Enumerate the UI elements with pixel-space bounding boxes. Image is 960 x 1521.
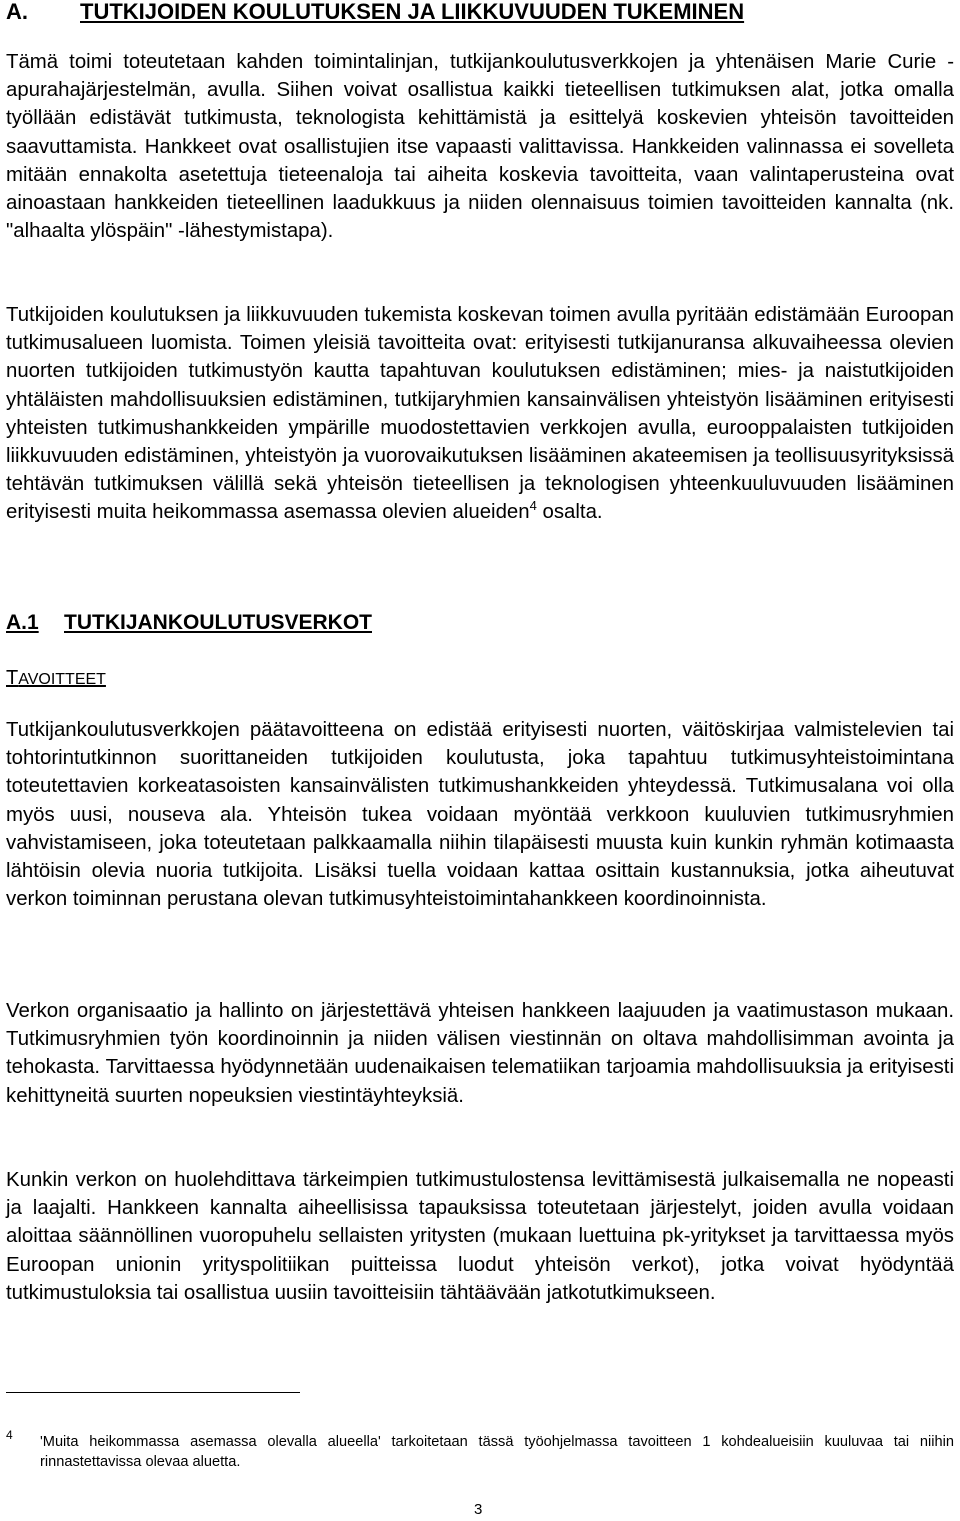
subsection-heading (6, 610, 372, 636)
section-heading (6, 0, 744, 24)
goals-subheading (6, 666, 106, 692)
footnote-text: 'Muita heikommassa asemassa olevalla alueella' tarkoitetaan tässä työohjelmassa tavoitteen 1 kohdealueisiin kuuluvaa tai niihin rinnastettavissa olevaa aluetta. (40, 1434, 954, 1470)
subheading-rest: AVOITTEET (18, 671, 106, 688)
paragraph-organisation: Verkon organisaatio ja hallinto on järjestettävä yhteisen hankkeen laajuuden ja vaatimustason mukaan. Tutkimusryhmien työn koordinoinnin ja niiden välisen viestinnän on oltava mahdollisimman avointa ja tehokasta. Tarvittaessa hyödynnetään uudenaikaisen telematiikan tarjoamia mahdollisuuksia ja erityisesti kehittyneitä suurten nopeuksien viestintäyhteyksiä. (6, 1000, 954, 1107)
paragraph-networks-goal: Tutkijankoulutusverkkojen päätavoitteena on edistää erityisesti nuorten, väitöskirjaa valmistelevien tai tohtorintutkinnon suorittaneiden tutkijoiden koulutusta, joka tapahtuu tutkimusyhteistoimintana toteutettavien korkeatasoisten kansainvälisten tutkimushankkeiden yhteydessä. Tutkimusalana voi olla myös uusi, nouseva ala. Yhteisön tukea voidaan myöntää verkkoon kuuluvien tutkimusryhmien vahvistamiseen, joka toteutetaan palkkaamalla niihin tilapäisesti muusta kuin kunkin ryhmän kotimaasta lähtöisin olevia nuoria tutkijoita. Lisäksi tuella voidaan kattaa osittain kustannuksia, jotka aiheutuvat verkon toiminnan perustana olevan tutkimusyhteistoimintahankkeen koordinoinnista. (6, 719, 954, 911)
subheading-initial: T (6, 667, 19, 689)
paragraph-dissemination: Kunkin verkon on huolehdittava tärkeimpien tutkimustulostensa levittämisestä julkaisemalla ne nopeasti ja laajalti. Hankkeen kannalta aiheellisissa tapauksissa toteutetaan järjestelyt, joiden avulla voidaan aloittaa säännöllinen vuoropuhelu sellaisten yritysten (mukaan luettuina pk-yritykset ja tarvittaessa myös Euroopan unionin yrityspolitiikan puitteissa luodut yhteisön verkot), jotka voivat hyödyntää tutkimustuloksia tai osallistua uusiin tavoitteisiin tähtäävään jatkotutkimukseen. (6, 1169, 954, 1304)
footnote-reference[interactable]: 4 (529, 498, 537, 514)
paragraph-intro: Tämä toimi toteutetaan kahden toimintalinjan, tutkijankoulutusverkkojen ja yhtenäisen Marie Curie -apurahajärjestelmän, avulla. Siihen voivat osallistua kaikki tieteellisen tutkimuksen alat, jotka omalla työllään edistävät tutkimusta, teknologista kehittämistä ja esittelyä koskevien yhteisön tavoitteiden saavuttamista. Hankkeet ovat osallistujien itse vapaasti valittavissa. Hankkeiden valinnassa ei sovelleta mitään ennakolta asetettuja tieteenaloja tai aiheita koskevia tavoitteita, vaan valintaperusteina ovat ainoastaan hankkeiden tieteellinen laadukkuus ja niiden olennaisuus toimien tavoitteiden kannalta (nk. "alhaalta ylöspäin" -lähestymistapa). (6, 51, 954, 243)
footnote-mark: 4 (6, 1428, 13, 1442)
subsection-title: TUTKIJANKOULUTUSVERKOT (64, 611, 372, 634)
footnote-divider (6, 1392, 300, 1393)
paragraph-objectives (6, 301, 954, 527)
page-number: 3 (474, 1501, 483, 1518)
paragraph-objectives-text: Tutkijoiden koulutuksen ja liikkuvuuden tukemista koskevan toimen avulla pyritään edistämään Euroopan tutkimusalueen luomista. Toimen yleisiä tavoitteita ovat: erityisesti tutkijanuransa alkuvaiheessa olevien nuorten tutkijoiden tutkimustyön kautta tapahtuvan koulutuksen edistäminen; mies- ja naistutkijoiden yhtäläisten mahdollisuuksien edistäminen, tutkijaryhmien kansainvälisen yhteistyön lisääminen erityisesti yhteisten tutkimushankkeiden ympärille muodostettavien verkkojen avulla, eurooppalaisten tutkijoiden liikkuvuuden edistäminen, yhteistyön ja vuorovaikutuksen lisääminen akateemisen ja teollisuusyrityksissä tehtävän tutkimuksen välillä sekä yhteisön tieteellisen ja teknologisen yhteenkuuluvuuden lisääminen erityisesti muita heikommassa asemassa olevien alueiden (6, 304, 954, 524)
section-title: TUTKIJOIDEN KOULUTUKSEN JA LIIKKUVUUDEN TUKEMINEN (80, 0, 745, 24)
subsection-number: A.1 (6, 611, 39, 634)
paragraph-objectives-end: osalta. (536, 501, 603, 524)
section-number: A. (6, 0, 28, 24)
